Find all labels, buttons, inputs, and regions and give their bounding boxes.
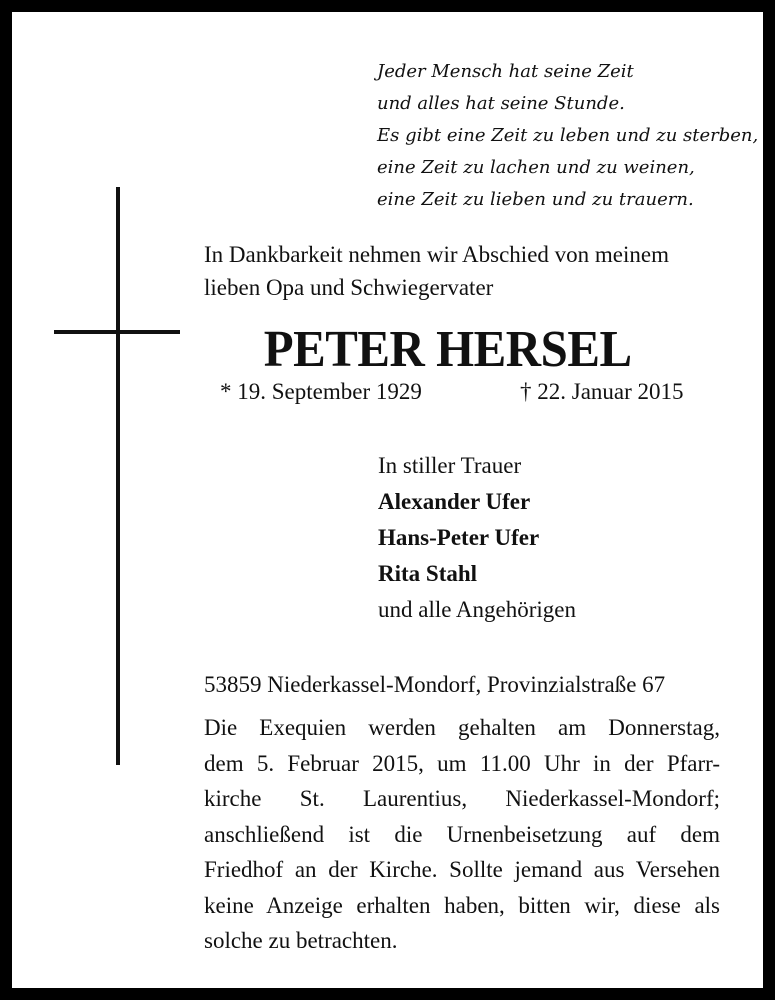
notice-line: kirche St. Laurentius, Niederkassel-Mondorf; (204, 786, 720, 811)
address: 53859 Niederkassel-Mondorf, Provinzialstraße 67 (204, 672, 666, 697)
notice-line: solche zu betrachten. (204, 928, 398, 953)
notice-line: Friedhof an der Kirche. Sollte jemand aus Versehen (204, 857, 720, 882)
poem-line: Jeder Mensch hat seine Zeit (377, 61, 634, 82)
poem-line: eine Zeit zu lachen und zu weinen, (377, 157, 695, 178)
poem-line: Es gibt eine Zeit zu leben und zu sterben, (377, 125, 759, 146)
poem-line: und alles hat seine Stunde. (377, 93, 625, 114)
deceased-name: PETER HERSEL (263, 321, 632, 378)
mourning-label: In stiller Trauer (378, 453, 522, 478)
notice-line: anschließend ist die Urnenbeisetzung auf dem (204, 821, 720, 847)
intro-line: lieben Opa und Schwiegervater (204, 275, 494, 300)
notice-line: keine Anzeige erhalten haben, bitten wir, diese als (204, 892, 720, 918)
notice-line: Die Exequien werden gehalten am Donnerstag, (204, 715, 720, 740)
mourner-name: Rita Stahl (378, 561, 478, 586)
intro-text (204, 238, 744, 304)
intro-line: In Dankbarkeit nehmen wir Abschied von meinem (204, 242, 669, 267)
mourners-block (378, 448, 576, 628)
cross-icon-vertical (116, 187, 120, 765)
mourner-name: Alexander Ufer (378, 489, 531, 514)
funeral-notice (204, 710, 720, 959)
birth-date: * 19. September 1929 (220, 379, 422, 404)
poem-line: eine Zeit zu lieben und zu trauern. (377, 189, 694, 210)
poem (377, 56, 767, 216)
death-date: † 22. Januar 2015 (520, 379, 684, 404)
relatives-line: und alle Angehörigen (378, 597, 577, 622)
mourner-name: Hans-Peter Ufer (378, 525, 540, 550)
notice-line: dem 5. Februar 2015, um 11.00 Uhr in der Pfarr- (204, 750, 720, 776)
